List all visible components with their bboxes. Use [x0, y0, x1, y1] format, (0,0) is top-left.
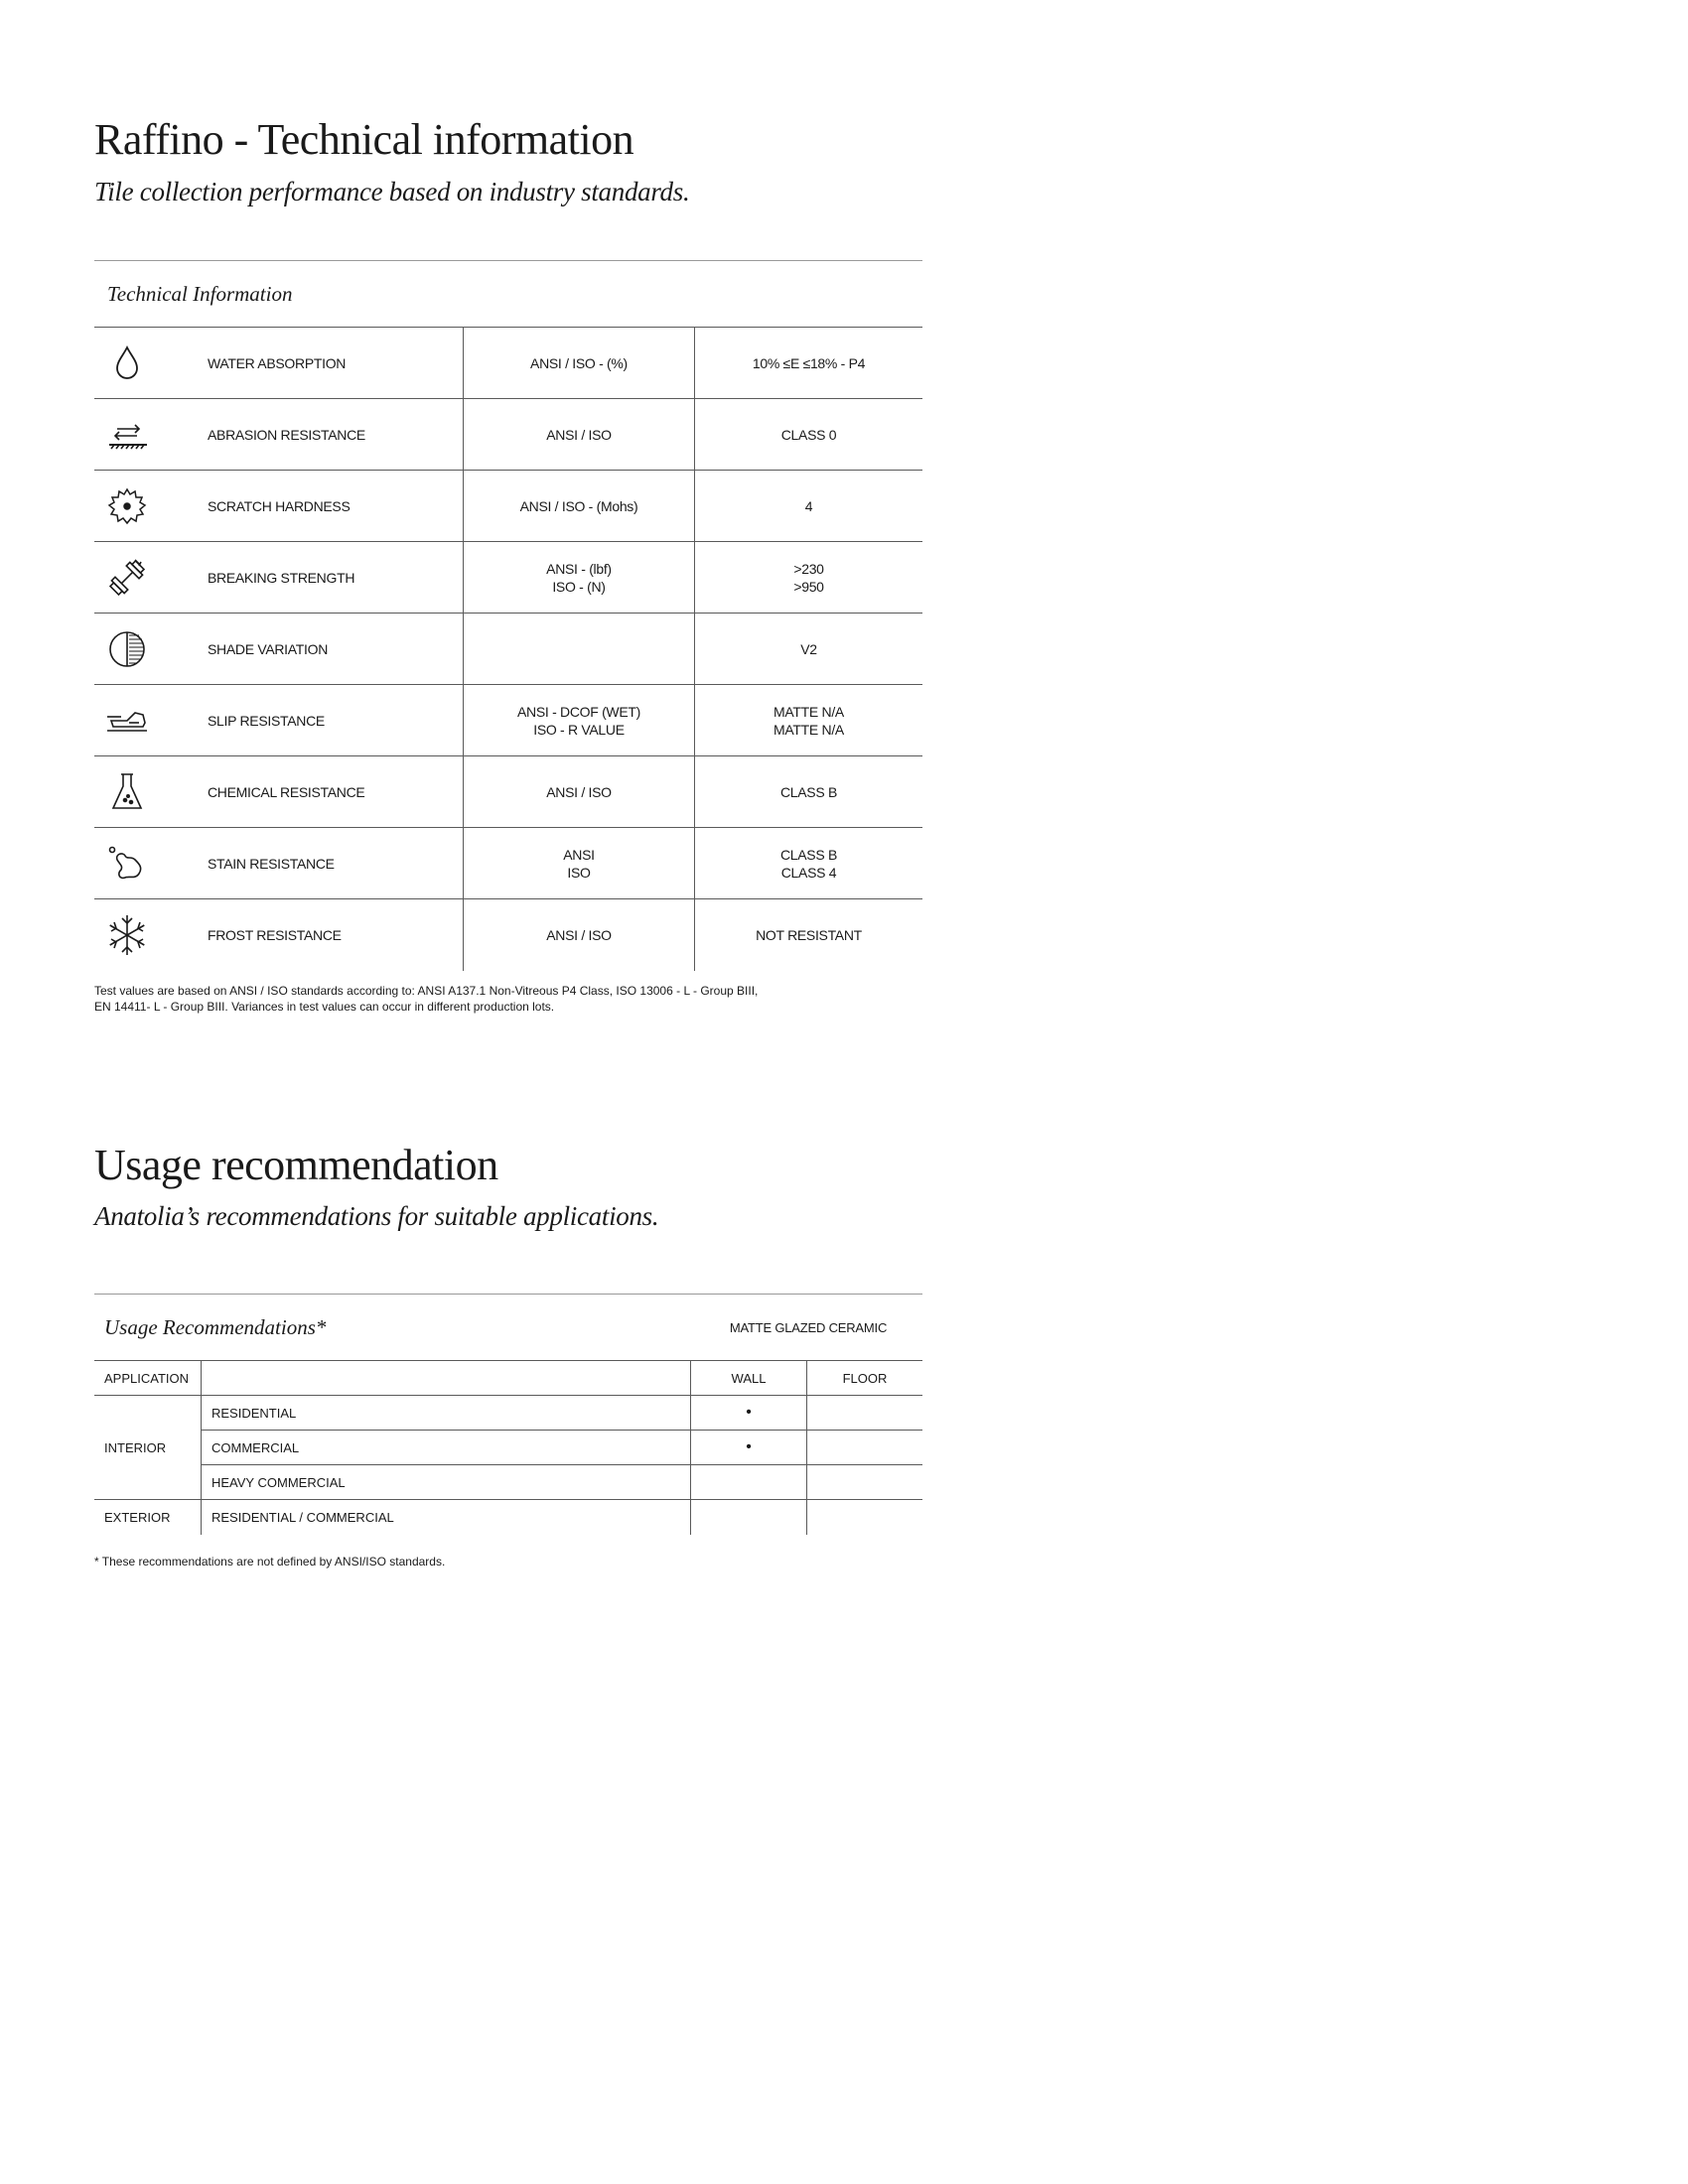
stain-icon	[94, 828, 160, 898]
table-row	[94, 828, 922, 899]
wall-mark: •	[691, 1431, 807, 1464]
table-row	[94, 614, 922, 685]
table-row	[94, 399, 922, 471]
standard-cell: ANSI - DCOF (WET) ISO - R VALUE	[464, 685, 695, 755]
flask-icon	[94, 756, 160, 827]
floor-mark	[807, 1500, 922, 1535]
value-cell: MATTE N/A MATTE N/A	[774, 703, 844, 738]
usage-footnote: * These recommendations are not defined by ANSI/ISO standards.	[94, 1555, 446, 1569]
property-name: STAIN RESISTANCE	[160, 828, 464, 898]
wall-mark	[691, 1465, 807, 1499]
table-row	[94, 756, 922, 828]
floor-mark	[807, 1465, 922, 1499]
material-label: MATTE GLAZED CERAMIC	[729, 1319, 888, 1335]
shade-circle-icon	[94, 614, 160, 684]
interior-group	[94, 1396, 922, 1500]
standard-cell	[464, 614, 695, 684]
property-name: FROST RESISTANCE	[160, 899, 464, 971]
standard-cell: ANSI / ISO	[464, 399, 695, 470]
property-name: SCRATCH HARDNESS	[160, 471, 464, 541]
scratch-gear-icon	[94, 471, 160, 541]
header-wall: WALL	[691, 1361, 807, 1395]
usage-type: HEAVY COMMERCIAL	[202, 1465, 691, 1499]
interior-label: INTERIOR	[94, 1396, 202, 1500]
technical-footnote: Test values are based on ANSI / ISO standards according to: ANSI A137.1 Non-Vitreous P4 Class, ISO 13006 - L - Group BIII, EN 14411- L - Group BIII. Variances in test values can occur in different production lots.	[94, 984, 759, 1014]
table-row	[202, 1500, 922, 1535]
value-cell: 4	[804, 497, 813, 514]
usage-type: RESIDENTIAL / COMMERCIAL	[202, 1500, 691, 1535]
property-name: SHADE VARIATION	[160, 614, 464, 684]
wall-mark: •	[691, 1396, 807, 1430]
technical-table	[94, 260, 922, 971]
value-cell: NOT RESISTANT	[756, 927, 862, 943]
standard-cell: ANSI ISO	[464, 828, 695, 898]
floor-mark	[807, 1431, 922, 1464]
technical-title: Raffino - Technical information	[94, 115, 634, 164]
usage-table	[94, 1294, 922, 1535]
property-name: SLIP RESISTANCE	[160, 685, 464, 755]
table-row	[94, 899, 922, 971]
standard-cell: ANSI / ISO - (%)	[464, 328, 695, 398]
standard-cell: ANSI / ISO	[464, 899, 695, 971]
technical-subtitle: Tile collection performance based on industry standards.	[94, 177, 690, 206]
value-cell: 10% ≤E ≤18% - P4	[752, 354, 866, 371]
shoe-icon	[94, 685, 160, 755]
exterior-group	[94, 1500, 922, 1535]
header-application: APPLICATION	[94, 1361, 202, 1395]
value-cell: CLASS B	[779, 783, 838, 800]
table-row	[94, 542, 922, 614]
table-row	[94, 328, 922, 399]
snowflake-icon	[94, 899, 160, 971]
standard-cell: ANSI / ISO - (Mohs)	[464, 471, 695, 541]
value-cell: CLASS 0	[780, 426, 837, 443]
value-cell: >230 >950	[793, 560, 824, 595]
table-row	[202, 1431, 922, 1465]
property-name: ABRASION RESISTANCE	[160, 399, 464, 470]
table-row	[202, 1465, 922, 1500]
header-type	[202, 1361, 691, 1395]
dumbbell-icon	[94, 542, 160, 613]
abrasion-icon	[94, 399, 160, 470]
wall-mark	[691, 1500, 807, 1535]
property-name: CHEMICAL RESISTANCE	[160, 756, 464, 827]
usage-type: RESIDENTIAL	[202, 1396, 691, 1430]
usage-type: COMMERCIAL	[202, 1431, 691, 1464]
exterior-label: EXTERIOR	[94, 1500, 202, 1535]
table-row	[94, 471, 922, 542]
usage-title: Usage recommendation	[94, 1141, 498, 1189]
usage-caption-title: Usage Recommendations*	[104, 1314, 327, 1339]
standard-cell: ANSI / ISO	[464, 756, 695, 827]
floor-mark	[807, 1396, 922, 1430]
water-drop-icon	[94, 328, 160, 398]
usage-subtitle: Anatolia’s recommendations for suitable applications.	[94, 1201, 659, 1231]
property-name: BREAKING STRENGTH	[160, 542, 464, 613]
header-floor: FLOOR	[842, 1370, 888, 1386]
property-name: WATER ABSORPTION	[160, 328, 464, 398]
technical-table-caption: Technical Information	[94, 260, 922, 328]
standard-cell: ANSI - (lbf) ISO - (N)	[464, 542, 695, 613]
table-row	[94, 685, 922, 756]
usage-header-row	[94, 1361, 922, 1396]
value-cell: V2	[800, 640, 817, 657]
value-cell: CLASS B CLASS 4	[779, 846, 838, 881]
usage-table-caption	[94, 1294, 922, 1361]
table-row	[202, 1396, 922, 1431]
